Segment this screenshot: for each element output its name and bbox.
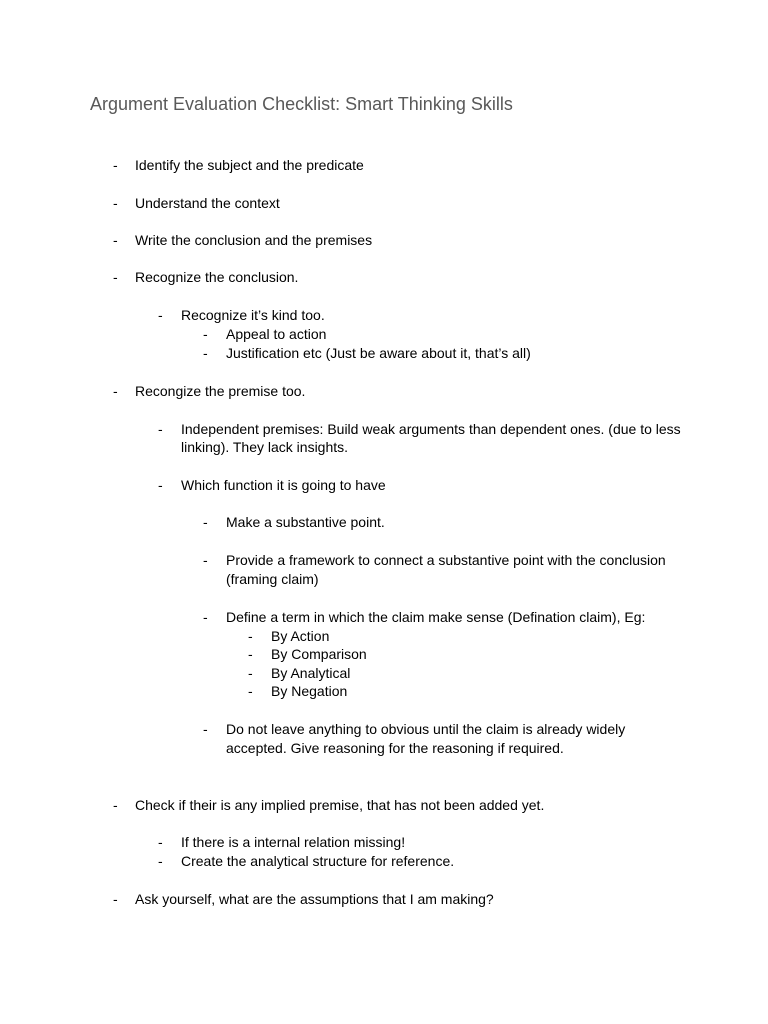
bullet-dash: -: [203, 609, 208, 625]
bullet-dash: -: [248, 628, 253, 644]
bullet-dash: -: [158, 421, 163, 437]
bullet-dash: -: [158, 477, 163, 493]
bullet-dash: -: [158, 307, 163, 323]
checklist-subitem: Provide a framework to connect a substantive point with the conclusion: [226, 552, 666, 568]
checklist-subitem: Which function it is going to have: [181, 477, 386, 493]
checklist-subitem: Recognize it’s kind too.: [181, 307, 325, 323]
bullet-dash: -: [203, 552, 208, 568]
checklist-item: Check if their is any implied premise, that has not been added yet.: [135, 797, 545, 813]
checklist-item: Write the conclusion and the premises: [135, 232, 373, 248]
bullet-dash: -: [248, 683, 253, 699]
checklist-subitem: If there is a internal relation missing!: [181, 834, 406, 850]
checklist-subitem: By Action: [271, 628, 330, 644]
checklist-item: Understand the context: [135, 195, 280, 211]
bullet-dash: -: [113, 232, 118, 248]
bullet-dash: -: [158, 834, 163, 850]
bullet-dash: -: [248, 665, 253, 681]
bullet-dash: -: [203, 326, 208, 342]
checklist-subitem: By Analytical: [271, 665, 351, 681]
checklist-item: Ask yourself, what are the assumptions that I am making?: [135, 891, 494, 907]
bullet-dash: -: [113, 797, 118, 813]
checklist-subitem: Independent premises: Build weak arguments than dependent ones. (due to less: [181, 421, 681, 437]
checklist-item: Identify the subject and the predicate: [135, 157, 364, 173]
checklist-subitem-continued: linking). They lack insights.: [181, 439, 349, 455]
bullet-dash: -: [113, 195, 118, 211]
checklist-subitem: Justification etc (Just be aware about it, that’s all): [226, 345, 531, 361]
bullet-dash: -: [113, 383, 118, 399]
checklist-subitem: By Comparison: [271, 646, 367, 662]
page-title: Argument Evaluation Checklist: Smart Thinking Skills: [90, 94, 513, 114]
bullet-dash: -: [203, 721, 208, 737]
checklist-subitem-continued: accepted. Give reasoning for the reasoning if required.: [226, 740, 564, 756]
checklist-subitem: By Negation: [271, 683, 348, 699]
checklist-subitem: Create the analytical structure for reference.: [181, 853, 455, 869]
bullet-dash: -: [203, 345, 208, 361]
bullet-dash: -: [203, 514, 208, 530]
checklist-subitem-continued: (framing claim): [226, 571, 319, 587]
checklist-subitem: Make a substantive point.: [226, 514, 385, 530]
checklist-subitem: Appeal to action: [226, 326, 327, 342]
checklist-subitem: Do not leave anything to obvious until the claim is already widely: [226, 721, 626, 737]
bullet-dash: -: [113, 269, 118, 285]
checklist-item: Recognize the conclusion.: [135, 269, 299, 285]
bullet-dash: -: [248, 646, 253, 662]
checklist-item: Recongize the premise too.: [135, 383, 306, 399]
bullet-dash: -: [158, 853, 163, 869]
bullet-dash: -: [113, 891, 118, 907]
checklist-subitem: Define a term in which the claim make sense (Defination claim), Eg:: [226, 609, 646, 625]
bullet-dash: -: [113, 157, 118, 173]
